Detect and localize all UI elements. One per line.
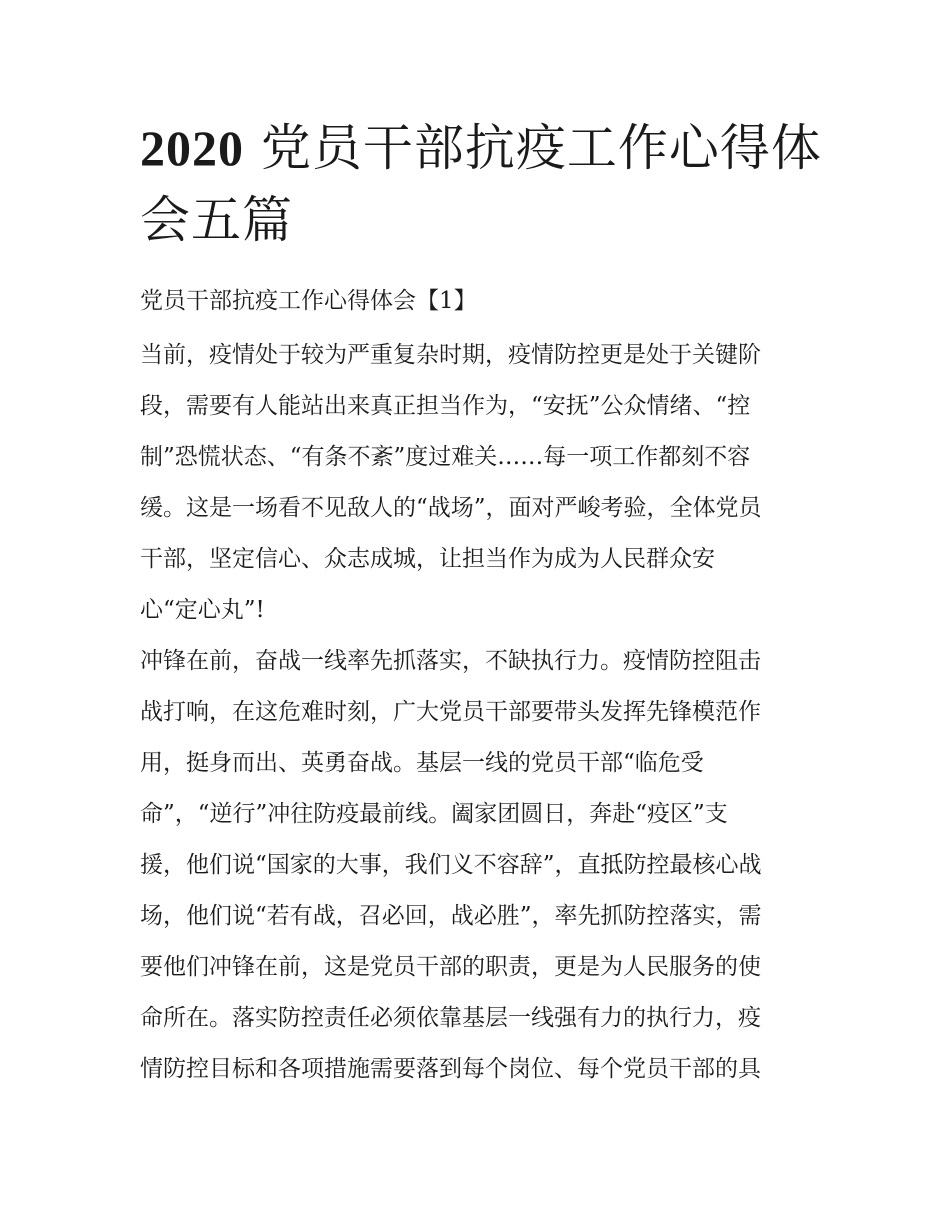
- body-line: 心“定心丸”!: [140, 597, 265, 623]
- body-line: 援，他们说“国家的大事，我们义不容辞”，直抵防控最核心战: [140, 852, 762, 878]
- body-line: 命所在。落实防控责任必须依靠基层一线强有力的执行力，疫: [140, 1005, 761, 1031]
- title-line1-text: 党员干部抗疫工作心得体: [260, 119, 822, 177]
- body-line: 情防控目标和各项措施需要落到每个岗位、每个党员干部的具: [140, 1056, 761, 1082]
- body-line: 场，他们说“若有战，召必回，战必胜”，率先抓防控落实，需: [140, 903, 762, 929]
- title-year: 2020: [140, 120, 244, 176]
- body-line: 制”恐慌状态、“有条不紊”度过难关……每一项工作都刻不容: [140, 444, 751, 470]
- body-line: 段，需要有人能站出来真正担当作为，“安抚”公众情绪、“控: [140, 393, 751, 419]
- title-line2-text: 会五篇: [140, 191, 293, 249]
- body-line: 冲锋在前，奋战一线率先抓落实，不缺执行力。疫情防控阻击: [140, 648, 761, 674]
- body-line: 用，挺身而出、英勇奋战。基层一线的党员干部“临危受: [140, 750, 704, 776]
- body-line: 战打响，在这危难时刻，广大党员干部要带头发挥先锋模范作: [140, 699, 761, 725]
- document-title: [140, 112, 830, 256]
- section-heading: 党员干部抗疫工作心得体会【1】: [140, 288, 477, 314]
- body-line: 当前，疫情处于较为严重复杂时期，疫情防控更是处于关键阶: [140, 342, 761, 368]
- body-line: 要他们冲锋在前，这是党员干部的职责，更是为人民服务的使: [140, 954, 761, 980]
- body-line: 缓。这是一场看不见敌人的“战场”，面对严峻考验，全体党员: [140, 495, 762, 521]
- body-line: 命”，“逆行”冲往防疫最前线。阖家团圆日，奔赴“疫区”支: [140, 801, 728, 827]
- body-line: 干部，坚定信心、众志成城，让担当作为成为人民群众安: [140, 546, 715, 572]
- document-body: [140, 330, 820, 1095]
